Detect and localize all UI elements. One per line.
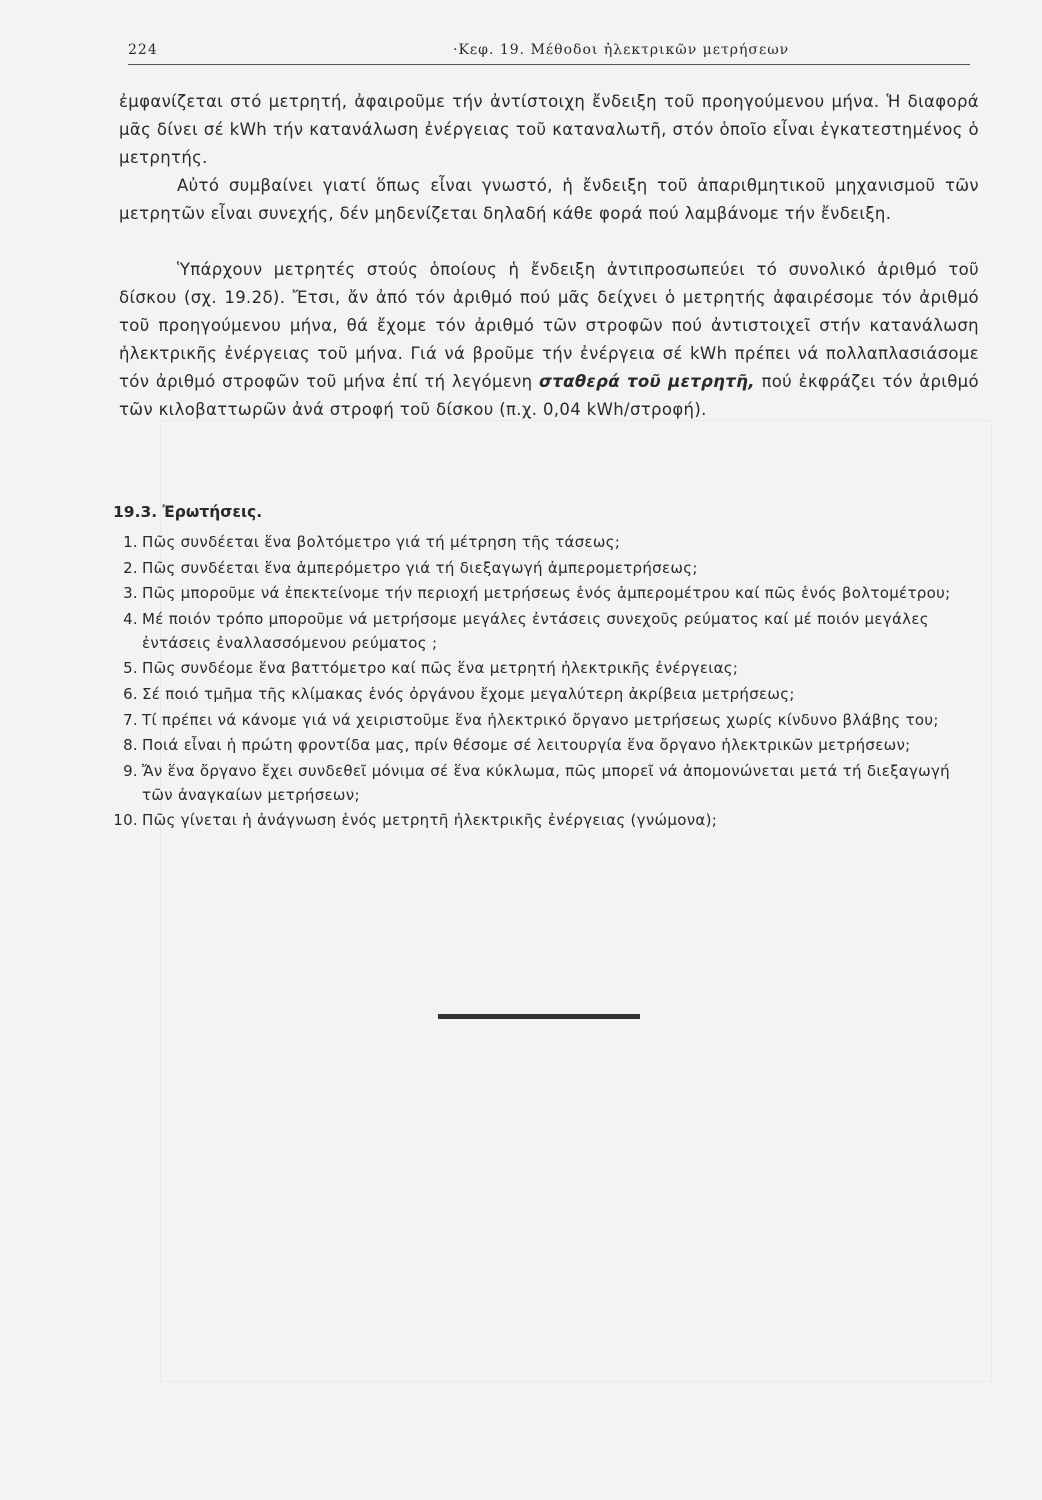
question-number: 9. xyxy=(123,761,138,780)
question-item xyxy=(100,656,980,680)
paragraph-2: Αὐτό συμβαίνει γιατί ὅπως εἶναι γνωστό, ἡ ἔνδειξη τοῦ ἀπαριθμητικοῦ μηχανισμοῦ τῶν μετρητῶν εἶναι συνεχής, δέν μηδενίζεται δηλαδή κάθε φορά πού λαμβάνομε τήν ἔνδειξη. xyxy=(119,176,979,223)
question-text: Τί πρέπει νά κάνομε γιά νά χειριστοῦμε ἕνα ἠλεκτρικό ὄργανο μετρήσεως χωρίς κίνδυνο βλάβης του; xyxy=(142,710,939,729)
question-number: 3. xyxy=(123,584,138,603)
question-text: Πῶς γίνεται ἡ ἀνάγνωση ἑνός μετρητῆ ἠλεκτρικῆς ἐνέργειας (γνώμονα); xyxy=(142,811,718,830)
question-number: 1. xyxy=(123,533,138,551)
question-text: Πῶς συνδέεται ἕνα βολτόμετρο γιά τή μέτρηση τῆς τάσεως; xyxy=(142,533,621,551)
running-head: ·Κεφ. 19. Μέθοδοι ἠλεκτρικῶν μετρήσεων xyxy=(453,42,790,58)
question-text: Ἄν ἕνα ὄργανο ἔχει συνδεθεῖ μόνιμα σέ ἕνα κύκλωμα, πῶς μπορεῖ νά ἀπομονώνεται μετά τή διεξαγωγή τῶν ἀναγκαίων μετρήσεων; xyxy=(142,761,950,804)
page-header xyxy=(128,36,970,65)
question-item xyxy=(100,808,980,832)
question-number: 10. xyxy=(113,811,138,830)
question-item xyxy=(100,682,980,706)
question-text: Πῶς μποροῦμε νά ἐπεκτείνομε τήν περιοχή μετρήσεως ἑνός ἀμπερομέτρου καί πῶς ἑνός βολτομέτρου; xyxy=(142,584,951,603)
end-rule xyxy=(438,1014,640,1019)
question-number: 8. xyxy=(123,736,138,755)
paragraph-3 xyxy=(119,256,979,424)
meter-constant-term: σταθερά τοῦ μετρητῆ, xyxy=(539,372,755,391)
questions-list xyxy=(100,530,980,834)
question-item xyxy=(100,581,980,605)
question-number: 5. xyxy=(123,659,138,678)
paragraph-1: ἐμφανίζεται στό μετρητή, ἀφαιροῦμε τήν ἀντίστοιχη ἔνδειξη τοῦ προηγούμενου μήνα. Ἡ διαφορά μᾶς δίνει σέ kWh τήν κατανάλωση ἐνέργειας τοῦ καταναλωτῆ, στόν ὁποῖο εἶναι ἐγκατεστημένος ὁ μετρητής. xyxy=(119,92,979,167)
paragraph-3-text-b: πού ἐκφράζει τόν ἀριθμό τῶν κιλοβαττωρῶν ἀνά στροφή τοῦ δίσκου (π.χ. 0,04 kWh/στροφή). xyxy=(119,372,979,419)
question-item xyxy=(100,607,980,655)
question-item xyxy=(100,733,980,757)
question-item xyxy=(100,708,980,732)
question-text: Πῶς συνδέομε ἕνα βαττόμετρο καί πῶς ἕνα μετρητή ἠλεκτρικῆς ἐνέργειας; xyxy=(142,659,739,678)
question-number: 7. xyxy=(123,710,138,729)
paragraph-3-text-a: Ὑπάρχουν μετρητές στούς ὁποίους ἡ ἔνδειξη ἀντιπροσωπεύει τό συνολικό ἀριθμό τοῦ δίσκου (σχ. 19.2δ). Ἔτσι, ἄν ἀπό τόν ἀριθμό πού μᾶς δείχνει ὁ μετρητής ἀφαιρέσομε τόν ἀριθμό τοῦ προηγούμενου μήνα, θά ἔχομε τόν ἀριθμό τῶν στροφῶν πού ἀντιστοιχεῖ στήν κατανάλωση ἠλεκτρικῆς ἐνέργειας τοῦ μήνα. Γιά νά βροῦμε τήν ἐνέργεια σέ kWh πρέπει νά πολλαπλασιάσομε τόν ἀριθμό στροφῶν τοῦ μήνα ἐπί τή λεγόμενη xyxy=(119,260,979,391)
question-number: 2. xyxy=(123,558,138,577)
question-text: Σέ ποιό τμῆμα τῆς κλίμακας ἑνός ὀργάνου ἔχομε μεγαλύτερη ἀκρίβεια μετρήσεως; xyxy=(142,684,795,703)
question-item xyxy=(100,556,980,580)
question-text: Ποιά εἶναι ἡ πρώτη φροντίδα μας, πρίν θέσομε σέ λειτουργία ἕνα ὄργανο ἠλεκτρικῶν μετρήσεων; xyxy=(142,736,911,755)
question-text: Πῶς συνδέεται ἕνα ἀμπερόμετρο γιά τή διεξαγωγή ἀμπερομετρήσεως; xyxy=(142,558,698,577)
question-item xyxy=(100,759,980,807)
section-heading: 19.3. Ἐρωτήσεις. xyxy=(113,503,263,521)
page-number: 224 xyxy=(128,42,158,58)
question-number: 6. xyxy=(123,684,138,703)
question-number: 4. xyxy=(123,609,138,628)
question-text: Μέ ποιόν τρόπο μποροῦμε νά μετρήσομε μεγάλες ἐντάσεις συνεχοῦς ρεύματος καί μέ ποιόν μεγάλες ἐντάσεις ἐναλλασσόμενου ρεύματος ; xyxy=(142,609,929,652)
question-item xyxy=(100,530,980,554)
